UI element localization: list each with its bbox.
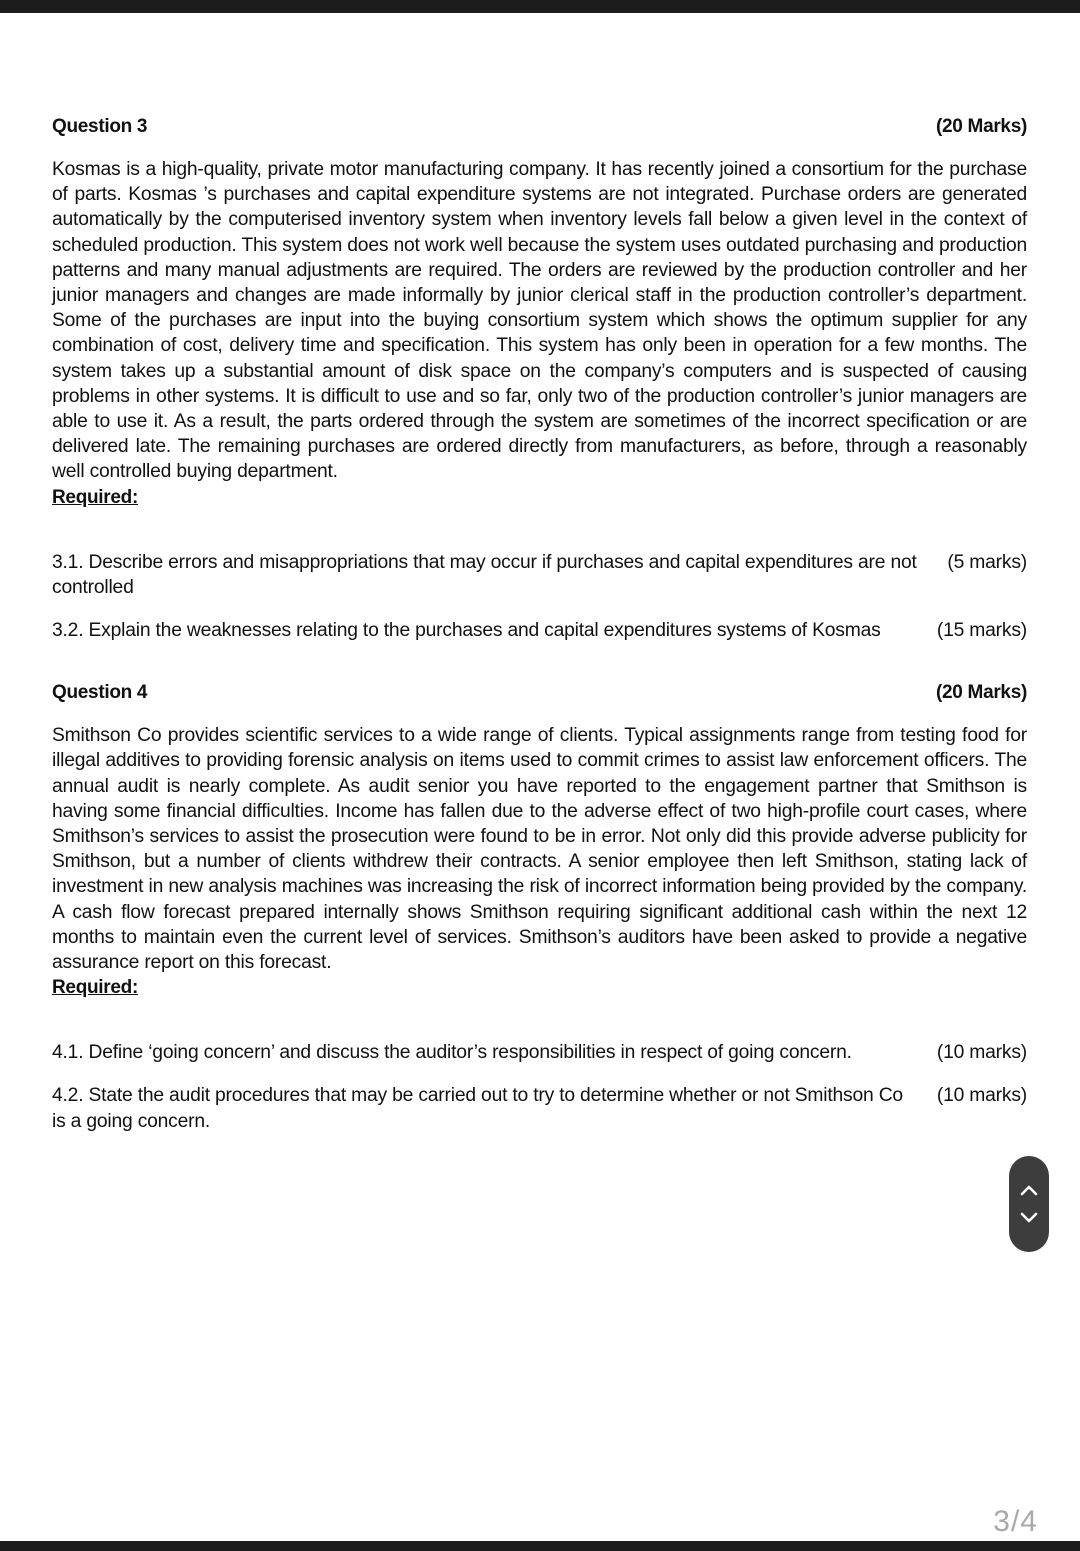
chevron-down-icon[interactable] xyxy=(1018,1211,1040,1225)
sub-question-4-2-marks: (10 marks) xyxy=(936,1085,1027,1107)
question-4-marks: (20 Marks) xyxy=(936,682,1027,704)
question-3-title: Question 3 xyxy=(52,116,148,137)
top-bar xyxy=(0,0,1080,13)
sub-question-3-1 xyxy=(52,550,1027,600)
sub-question-3-1-marks: (5 marks) xyxy=(947,551,1027,573)
question-3-body: Kosmas is a high-quality, private motor manufacturing company. It has recently joined a consortium for the purchase of parts. Kosmas ’s purchases and capital expenditure systems are not integrated. Purchase orders are generated automatically by the computerised inventory system when inventory levels fall below a given level in the context of scheduled production. This system does not work well because the system uses outdated purchasing and production patterns and many manual adjustments are required. The orders are reviewed by the production controller and her junior managers and changes are made informally by junior clerical staff in the production controller’s department. Some of the purchases are input into the buying consortium system which shows the optimum supplier for any combination of cost, delivery time and specification. This system has only been in operation for a few months. The system takes up a substantial amount of disk space on the company’s computers and is suspected of causing problems in other systems. It is difficult to use and so far, only two of the production controller’s junior managers are able to use it. As a result, the parts ordered through the system are sometimes of the incorrect specification or are delivered late. The remaining purchases are ordered directly from manufacturers, as before, through a reasonably well controlled buying department. xyxy=(52,159,1027,483)
chevron-up-icon[interactable] xyxy=(1018,1183,1040,1197)
question-4-title: Question 4 xyxy=(52,682,148,704)
question-3-required-label: Required: xyxy=(52,486,138,508)
bottom-bar xyxy=(0,1541,1080,1551)
sub-question-3-1-text: 3.1. Describe errors and misappropriations that may occur if purchases and capital expenditures are not controlled xyxy=(52,551,917,598)
sub-question-4-1 xyxy=(52,1040,1027,1065)
question-4-header xyxy=(52,682,1027,704)
sub-question-3-2-marks: (15 marks) xyxy=(936,620,1027,642)
sub-question-3-2-text: 3.2. Explain the weaknesses relating to the purchases and capital expenditures systems of Kosmas xyxy=(52,620,881,642)
page-nav-control xyxy=(1009,1156,1049,1252)
sub-question-3-2 xyxy=(52,618,1027,643)
question-3-marks: (20 Marks) xyxy=(936,116,1027,137)
sub-question-4-2 xyxy=(52,1083,1027,1133)
sub-question-4-1-marks: (10 marks) xyxy=(936,1042,1027,1064)
document-page xyxy=(52,116,1027,1134)
question-4-body: Smithson Co provides scientific services to a wide range of clients. Typical assignments range from testing food for illegal additives to providing forensic analysis on items used to commit crimes to assist law enforcement officers. The annual audit is nearly complete. As audit senior you have reported to the engagement partner that Smithson is having some financial difficulties. Income has fallen due to the adverse effect of two high-profile court cases, where Smithson’s services to assist the prosecution were found to be in error. Not only did this provide adverse publicity for Smithson, but a number of clients withdrew their contracts. A senior employee then left Smithson, stating lack of investment in new analysis machines was increasing the risk of incorrect information being provided by the company. A cash flow forecast prepared internally shows Smithson requiring significant additional cash within the next 12 months to maintain even the current level of services. Smithson’s auditors have been asked to provide a negative assurance report on this forecast. xyxy=(52,725,1027,974)
sub-question-4-2-text: 4.2. State the audit procedures that may be carried out to try to determine whether or not Smithson Co is a going concern. xyxy=(52,1085,903,1132)
page-indicator: 3/4 xyxy=(993,1505,1038,1538)
sub-question-4-1-text: 4.1. Define ‘going concern’ and discuss the auditor’s responsibilities in respect of going concern. xyxy=(52,1042,852,1064)
question-3-header xyxy=(52,116,1027,138)
question-4-required-label: Required: xyxy=(52,977,138,999)
